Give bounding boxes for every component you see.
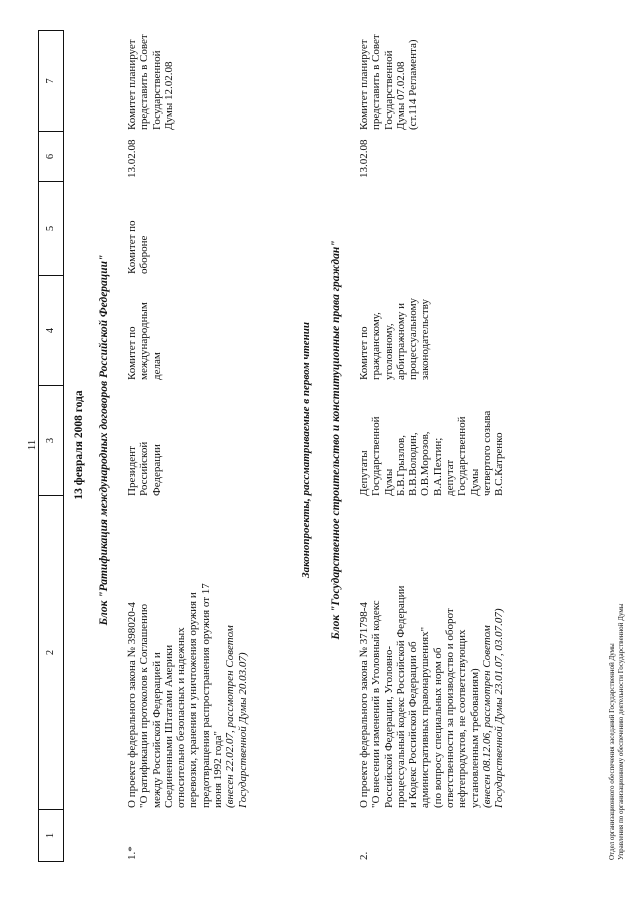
committee-line: Комитет по (358, 326, 370, 380)
bill-note-line: (внесен 22.02.07, рассмотрен Советом (224, 625, 237, 808)
bill-title-line: О проекте федерального закона № 371798-4 (358, 602, 370, 808)
bill-author (358, 386, 506, 496)
remark-line: Комитет планирует (126, 39, 138, 130)
bill-title-line: "О ратификации протоколов к Соглашению (138, 603, 151, 808)
bill-title-line: нефтепродуктов, не соответствующих (456, 629, 469, 808)
author-line: Депутаты (358, 450, 370, 496)
remark-line: Государственной (150, 50, 163, 130)
remark-line: Думы 12.02.08 (162, 61, 175, 130)
co-committee-line: обороне (138, 235, 151, 274)
bill-title-line: относительно безопасных и надежных (175, 627, 188, 808)
date-heading: 13 февраля 2008 года (73, 390, 85, 500)
author-line: Б.В.Грызлов, (394, 435, 407, 496)
bill-author (126, 396, 163, 496)
committee-line: делам (150, 352, 163, 380)
author-line: О.В.Морозов, (419, 431, 432, 496)
row-number: 1.* (126, 846, 138, 860)
remark (358, 10, 419, 130)
column-number: 1 (39, 809, 63, 861)
author-line: Российской (138, 441, 151, 496)
remark (126, 10, 175, 130)
column-number: 3 (39, 385, 63, 495)
author-line: Государственной (370, 416, 383, 496)
column-number: 7 (45, 78, 56, 84)
remark-line: (ст.114 Регламента) (407, 39, 420, 130)
bill-title-line: между Российской Федерацией и (150, 652, 163, 808)
column-number: 5 (39, 181, 63, 275)
author-line: четвертого созыва (480, 410, 493, 496)
author-line: Думы (468, 468, 481, 496)
bill-title-line: процессуальный кодекс Российской Федерации (394, 585, 407, 808)
remark-line: Комитет планирует (358, 39, 370, 130)
author-line: Президент (126, 446, 138, 496)
bill-title-line: установленным требованиям) (468, 668, 481, 808)
committee-line: уголовному, (382, 323, 395, 380)
consideration-date: 13.02.08 (358, 139, 370, 178)
consideration-date: 13.02.08 (126, 139, 138, 178)
bill-title-line: и Кодекс Российской Федерации об (407, 641, 420, 808)
bill-title-line: административных правонарушениях" (419, 626, 432, 808)
bill-note-line: Государственной Думы 23.01.07, 03.07.07) (493, 608, 506, 808)
committee-line: законодательству (419, 299, 432, 380)
footer-line: Управления по организационному обеспечению деятельности Государственной Думы (617, 603, 625, 860)
footer-line: Отдел организационного обеспечения заседаний Государственной Думы (608, 643, 616, 860)
author-line: В.В.Володин, (407, 432, 420, 496)
block-heading: Блок "Государственное строительство и конституционные права граждан" (330, 240, 342, 640)
co-committee (126, 184, 151, 274)
bill-note-line: (внесен 08.12.06, рассмотрен Советом (480, 625, 493, 808)
bill-title-line: перевозки, хранения и уничтожения оружия и (187, 592, 200, 808)
bill-title-line: О проекте федерального закона № 398020-4 (126, 602, 138, 808)
bill-title-line: предотвращения распространения оружия от 17 (199, 583, 212, 808)
block-heading: Блок "Ратификация международных договоров Российской Федерации" (98, 254, 110, 626)
responsible-committee (358, 270, 432, 380)
committee-line: Комитет по (126, 326, 138, 380)
row-number: 2. (358, 851, 370, 860)
author-line: депутат (444, 459, 457, 496)
committee-line: арбитражному и (394, 302, 407, 380)
bill-title-line: "О внесении изменений в Уголовный кодекс (370, 600, 383, 808)
responsible-committee (126, 280, 163, 380)
remark-line: Государственной (382, 50, 395, 130)
remark-line: представить в Совет (138, 34, 151, 130)
co-committee-line: Комитет по (126, 220, 138, 274)
committee-line: процессуальному (407, 297, 420, 380)
column-number-row (38, 30, 64, 862)
footer (608, 260, 626, 860)
author-line: Федерации (150, 444, 163, 496)
section-heading: Законопроекты, рассматриваемые в первом чтении (300, 322, 312, 578)
author-line: Думы (382, 468, 395, 496)
remark-line: представить в Совет (370, 34, 383, 130)
committee-line: международным (138, 302, 151, 380)
author-line: В.С.Катренко (493, 432, 506, 496)
column-number: 6 (39, 131, 63, 181)
author-line: В.А.Пехтин; (431, 437, 444, 496)
remark-line: Думы 07.02.08 (394, 61, 407, 130)
author-line: Государственной (456, 416, 469, 496)
bill-title-line: Соединенными Штатами Америки (162, 644, 175, 808)
column-number: 4 (39, 275, 63, 385)
bill-title-line: ответственности за производство и оборот (444, 608, 457, 808)
bill-title (126, 528, 249, 808)
committee-line: гражданскому, (370, 312, 383, 380)
bill-note-line: Государственной Думы 20.03.07) (236, 652, 249, 808)
bill-title-line: (по вопросу специальных норм об (431, 647, 444, 808)
column-number: 2 (39, 495, 63, 809)
page-number: 11 (26, 439, 38, 451)
bill-title-line: Российской Федерации, Уголовно- (382, 645, 395, 808)
bill-title (358, 522, 506, 808)
bill-title-line: июня 1992 года" (212, 731, 225, 808)
